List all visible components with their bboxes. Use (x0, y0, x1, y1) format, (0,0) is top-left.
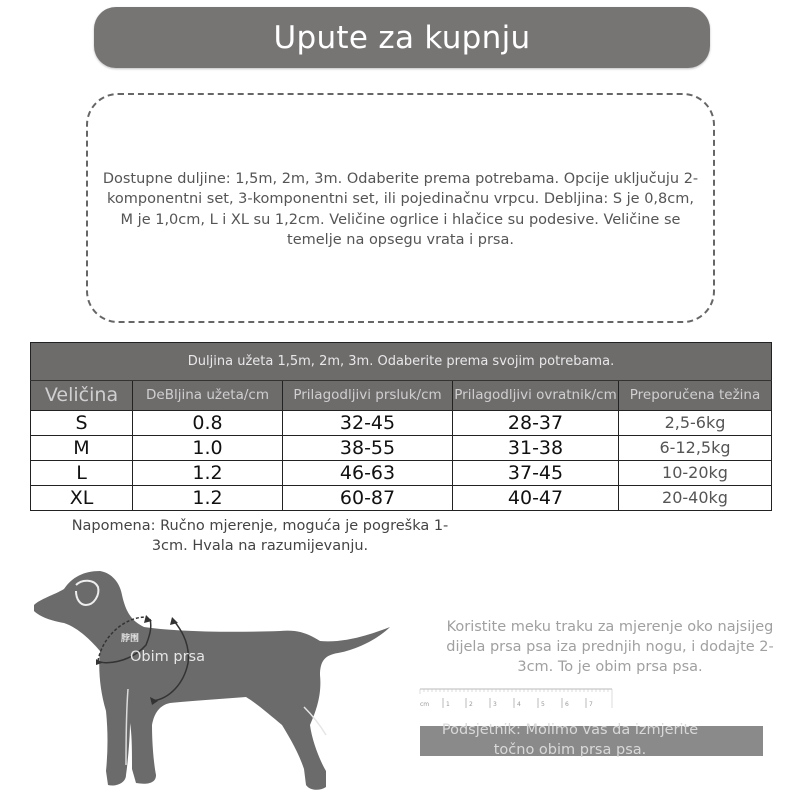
cell-weight: 2,5-6kg (619, 411, 772, 436)
cell-thickness: 1.2 (133, 486, 283, 511)
size-table (30, 342, 772, 511)
table-row (31, 461, 772, 486)
table-banner-row (31, 343, 772, 381)
ruler-tick: 5 (541, 701, 545, 708)
cell-size: M (31, 436, 133, 461)
reminder-banner (420, 722, 763, 758)
ruler-tick: 7 (589, 701, 593, 708)
intro-text: Dostupne duljine: 1,5m, 2m, 3m. Odaberite prema potrebama. Opcije uključuju 2-komponentni set, 3-komponentni set, ili pojedinačnu vrpcu. Debljina: S je 0,8cm, M je 1,0cm, L i XL su 1,2cm. Veličine ogrlice i hlačice su podesive. Veličine se temelje na opsegu vrata i prsa. (102, 170, 699, 248)
header-collar: Prilagodljivi ovratnik/cm (453, 381, 619, 411)
ruler-tick: 3 (493, 701, 497, 708)
header-size: Veličina (31, 381, 133, 411)
cell-vest: 46-63 (283, 461, 453, 486)
dog-silhouette-icon (20, 565, 400, 800)
measurement-note: Napomena: Ručno mjerenje, moguća je pogreška 1-3cm. Hvala na razumijevanju. (71, 518, 449, 554)
cell-collar: 31-38 (453, 436, 619, 461)
ruler-tick: 6 (565, 701, 569, 708)
table-banner: Duljina užeta 1,5m, 2m, 3m. Odaberite prema svojim potrebama. (31, 343, 772, 381)
cell-weight: 20-40kg (619, 486, 772, 511)
table-row (31, 436, 772, 461)
header-vest: Prilagodljivi prsluk/cm (283, 381, 453, 411)
table-header-row (31, 381, 772, 411)
table-row (31, 411, 772, 436)
cell-size: S (31, 411, 133, 436)
table-row (31, 486, 772, 511)
header-thickness: DeBljina užeta/cm (133, 381, 283, 411)
ruler-icon (418, 688, 614, 710)
measure-instructions: Koristite meku traku za mjerenje oko najsijeg dijela prsa psa iza prednjih nogu, i dodajte 2-3cm. To je obim prsa psa. (446, 619, 774, 675)
reminder-text: Podsjetnik: Molimo vas da izmjerite točno obim prsa psa. (441, 722, 699, 758)
page-title: Upute za kupnju (273, 19, 531, 56)
cell-weight: 6-12,5kg (619, 436, 772, 461)
ruler-tick: 2 (469, 701, 473, 708)
header-weight: Preporučena težina (619, 381, 772, 411)
cell-thickness: 1.0 (133, 436, 283, 461)
cell-thickness: 1.2 (133, 461, 283, 486)
cell-vest: 38-55 (283, 436, 453, 461)
cell-size: XL (31, 486, 133, 511)
neck-label: 脖围 (121, 634, 140, 644)
cell-vest: 60-87 (283, 486, 453, 511)
ruler-unit: cm (420, 701, 430, 708)
cell-vest: 32-45 (283, 411, 453, 436)
cell-collar: 28-37 (453, 411, 619, 436)
ruler-tick: 4 (517, 701, 521, 708)
chest-girth-label: Obim prsa (130, 649, 205, 665)
cell-collar: 40-47 (453, 486, 619, 511)
cell-collar: 37-45 (453, 461, 619, 486)
title-banner (94, 7, 710, 68)
ruler-tick: 1 (446, 701, 450, 708)
intro-box (86, 93, 715, 323)
cell-size: L (31, 461, 133, 486)
cell-weight: 10-20kg (619, 461, 772, 486)
cell-thickness: 0.8 (133, 411, 283, 436)
